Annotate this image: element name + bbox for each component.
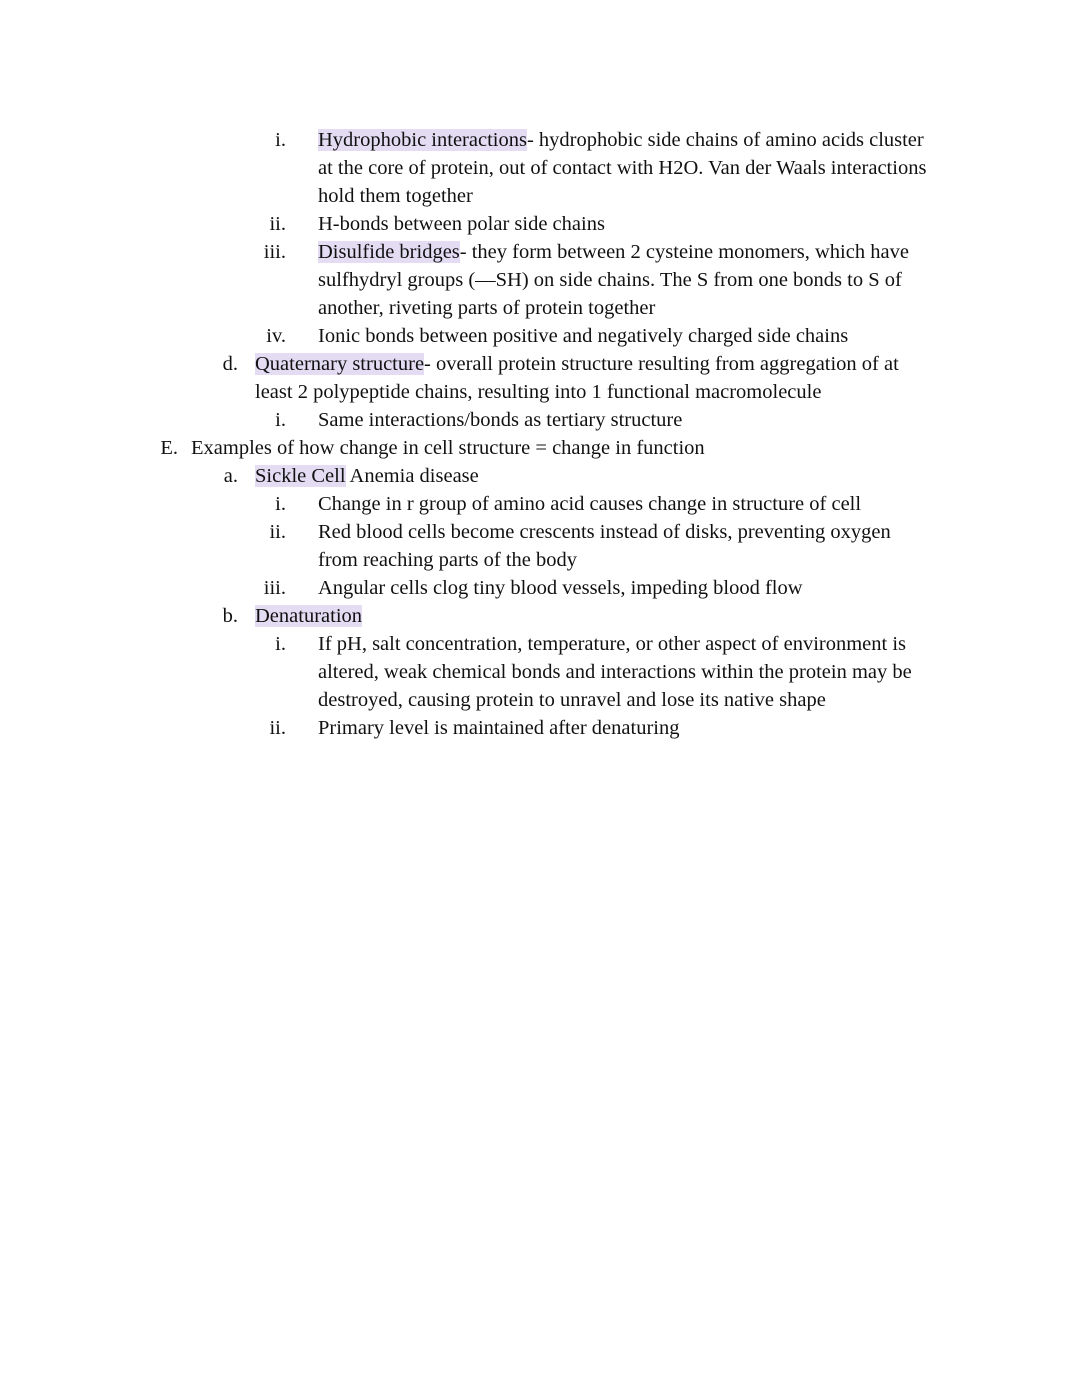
list-marker: d. xyxy=(222,353,238,375)
list-marker: E. xyxy=(160,437,178,459)
item-text-continuation: from reaching parts of the body xyxy=(318,549,578,571)
list-item-denaturation xyxy=(255,602,362,630)
list-marker: ii. xyxy=(269,521,286,543)
list-marker: ii. xyxy=(269,213,286,235)
item-text-continuation: least 2 polypeptide chains, resulting into 1 functional macromolecule xyxy=(255,381,822,403)
list-marker: i. xyxy=(275,633,286,655)
item-text: - they form between 2 cysteine monomers, which have xyxy=(459,241,909,263)
list-marker: iii. xyxy=(263,577,286,599)
item-text-continuation: destroyed, causing protein to unravel and lose its native shape xyxy=(318,689,826,711)
list-item-quaternary xyxy=(255,350,899,378)
list-item: Red blood cells become crescents instead of disks, preventing oxygen xyxy=(318,521,891,543)
list-item: If pH, salt concentration, temperature, or other aspect of environment is xyxy=(318,633,907,655)
highlighted-term: Hydrophobic interactions xyxy=(318,129,527,151)
list-marker: i. xyxy=(275,129,286,151)
list-marker: b. xyxy=(222,605,238,627)
highlighted-term: Disulfide bridges xyxy=(318,241,460,263)
list-item-sickle-cell xyxy=(255,462,479,490)
highlighted-term: Sickle Cell xyxy=(255,465,346,487)
list-marker: ii. xyxy=(269,717,286,739)
list-item: Primary level is maintained after denaturing xyxy=(318,717,680,739)
item-text: - overall protein structure resulting from aggregation of at xyxy=(424,353,899,375)
item-text-continuation: altered, weak chemical bonds and interactions within the protein may be xyxy=(318,661,912,683)
item-text-continuation: sulfhydryl groups (—SH) on side chains. The S from one bonds to S of xyxy=(318,269,902,291)
list-marker: iv. xyxy=(266,325,286,347)
list-item-same-interactions: Same interactions/bonds as tertiary structure xyxy=(318,409,683,431)
list-marker: i. xyxy=(275,409,286,431)
item-text-continuation: another, riveting parts of protein together xyxy=(318,297,656,319)
list-marker: i. xyxy=(275,493,286,515)
highlighted-term: Quaternary structure xyxy=(255,353,425,375)
list-item: Angular cells clog tiny blood vessels, impeding blood flow xyxy=(318,577,803,599)
item-text: Anemia disease xyxy=(345,465,479,487)
list-marker: iii. xyxy=(263,241,286,263)
item-text: - hydrophobic side chains of amino acids cluster xyxy=(526,129,924,151)
item-text-continuation: at the core of protein, out of contact with H2O. Van der Waals interactions xyxy=(318,157,927,179)
highlighted-term: Denaturation xyxy=(255,605,363,627)
list-item-hbonds: H-bonds between polar side chains xyxy=(318,213,605,235)
item-text-continuation: hold them together xyxy=(318,185,473,207)
list-item-ionic: Ionic bonds between positive and negatively charged side chains xyxy=(318,325,849,347)
list-item-hydrophobic xyxy=(318,126,924,154)
list-item-disulfide xyxy=(318,238,909,266)
list-marker: a. xyxy=(223,465,238,487)
section-heading-examples: Examples of how change in cell structure = change in function xyxy=(191,437,705,459)
list-item: Change in r group of amino acid causes change in structure of cell xyxy=(318,493,862,515)
